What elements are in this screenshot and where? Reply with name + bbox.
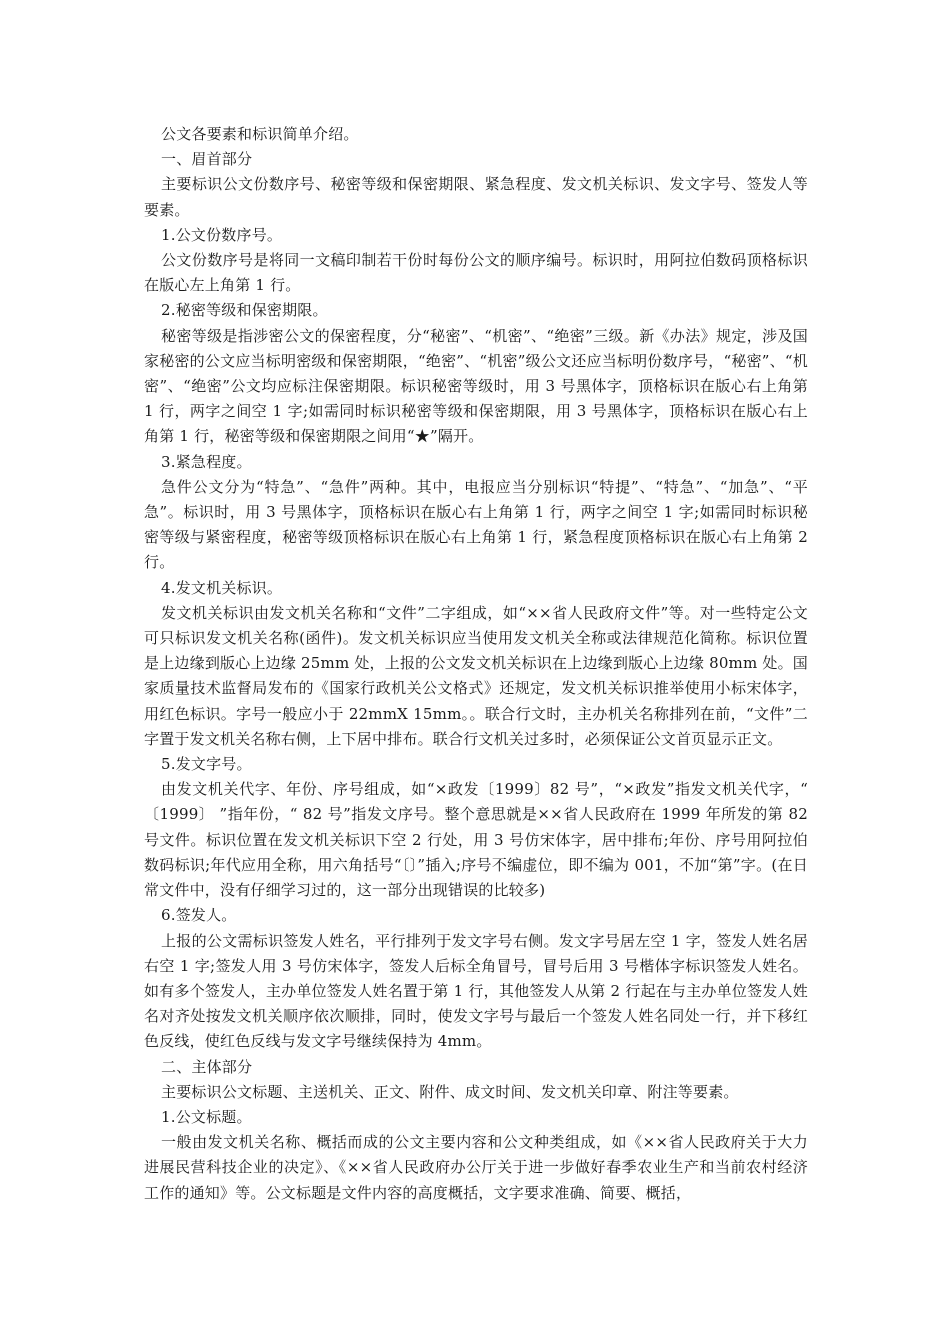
body-paragraph: 急件公文分为“特急”、“急件”两种。其中，电报应当分别标识“特提”、“特急”、“加急”、“平急”。标识时，用 3 号黑体字，顶格标识在版心右上角第 1 行，两字之间空 1 字;如需同时标识秘密等级与紧密程度，秘密等级顶格标识在版心右上角第 1 行，紧急程度顶格标识在版心右上角第 2 行。 [144, 477, 808, 572]
body-paragraph: 主要标识公文份数序号、秘密等级和保密期限、紧急程度、发文机关标识、发文字号、签发人等要素。 [144, 175, 808, 219]
subsection-heading: 1.公文份数序号。 [161, 225, 283, 244]
subsection-heading: 2.秘密等级和保密期限。 [161, 301, 328, 320]
body-paragraph: 秘密等级是指涉密公文的保密程度，分“秘密”、“机密”、“绝密”三级。新《办法》规定，涉及国家秘密的公文应当标明密级和保密期限，“绝密”、“机密”级公文还应当标明份数序号，“秘密”、“机密”、“绝密”公文均应标注保密期限。标识秘密等级时，用 3 号黑体字，顶格标识在版心右上角第 1 行，两字之间空 1 字;如需同时标识秘密等级和保密期限，用 3 号黑体字，顶格标识在版心右上角第 1 行，秘密等级和保密期限之间用“★”隔开。 [144, 326, 808, 446]
body-paragraph: 公文份数序号是将同一文稿印制若干份时每份公文的顺序编号。标识时，用阿拉伯数码顶格标识在版心左上角第 1 行。 [144, 251, 808, 295]
subsection-heading: 3.紧急程度。 [161, 452, 252, 471]
subsection-heading: 4.发文机关标识。 [161, 578, 283, 597]
subsection-heading: 5.发文字号。 [161, 755, 252, 774]
intro-heading: 公文各要素和标识简单介绍。 [161, 125, 359, 143]
subsection-heading: 6.签发人。 [161, 906, 237, 925]
body-paragraph: 主要标识公文标题、主送机关、正文、附件、成文时间、发文机关印章、附注等要素。 [161, 1082, 739, 1101]
body-paragraph: 上报的公文需标识签发人姓名，平行排列于发文字号右侧。发文字号居左空 1 字，签发人姓名居右空 1 字;签发人用 3 号仿宋体字，签发人后标全角冒号，冒号后用 3 号楷体字标识签发人姓名。如有多个签发人，主办单位签发人姓名置于第 1 行，其他签发人从第 2 行起在与主办单位签发人姓名对齐处按发文机关顺序依次顺排，同时，使发文字号与最后一个签发人姓名同处一行，并下移红色反线，使红色反线与发文字号继续保持为 4mm。 [144, 931, 808, 1051]
body-paragraph: 由发文机关代字、年份、序号组成，如“×政发〔1999〕82 号”，“×政发”指发文机关代字，“ 〔1999〕 ”指年份，“ 82 号”指发文序号。整个意思就是××省人民政府在 1999 年所发的第 82 号文件。标识位置在发文机关标识下空 2 行处，用 3 号仿宋体字，居中排布;年份、序号用阿拉伯数码标识;年代应用全称，用六角括号“〔〕”插入;序号不编虚位，即不编为 001，不加“第”字。(在日常文件中，没有仔细学习过的，这一部分出现错误的比较多) [144, 780, 808, 900]
body-paragraph: 一般由发文机关名称、概括而成的公文主要内容和公文种类组成，如《××省人民政府关于大力进展民营科技企业的决定》、《××省人民政府办公厅关于进一步做好春季农业生产和当前农村经济工作的通知》等。公文标题是文件内容的高度概括，文字要求准确、简要、概括， [144, 1133, 808, 1202]
body-paragraph: 发文机关标识由发文机关名称和“文件”二字组成，如“××省人民政府文件”等。对一些特定公文可只标识发文机关名称(函件)。发文机关标识应当使用发文机关全称或法律规范化简称。标识位置是上边缘到版心上边缘 25mm 处，上报的公文发文机关标识在上边缘到版心上边缘 80mm 处。国家质量技术监督局发布的《国家行政机关公文格式》还规定，发文机关标识推举使用小标宋体字，用红色标识。字号一般应小于 22mmX 15mm。。联合行文时，主办机关名称排列在前，“文件”二字置于发文机关名称右侧，上下居中排布。联合行文机关过多时，必须保证公文首页显示正文。 [144, 603, 808, 748]
section-heading-body: 二、主体部分 [161, 1057, 253, 1076]
section-heading-header: 一、眉首部分 [161, 150, 253, 169]
subsection-heading: 1.公文标题。 [161, 1107, 252, 1126]
document-page [144, 122, 808, 1206]
